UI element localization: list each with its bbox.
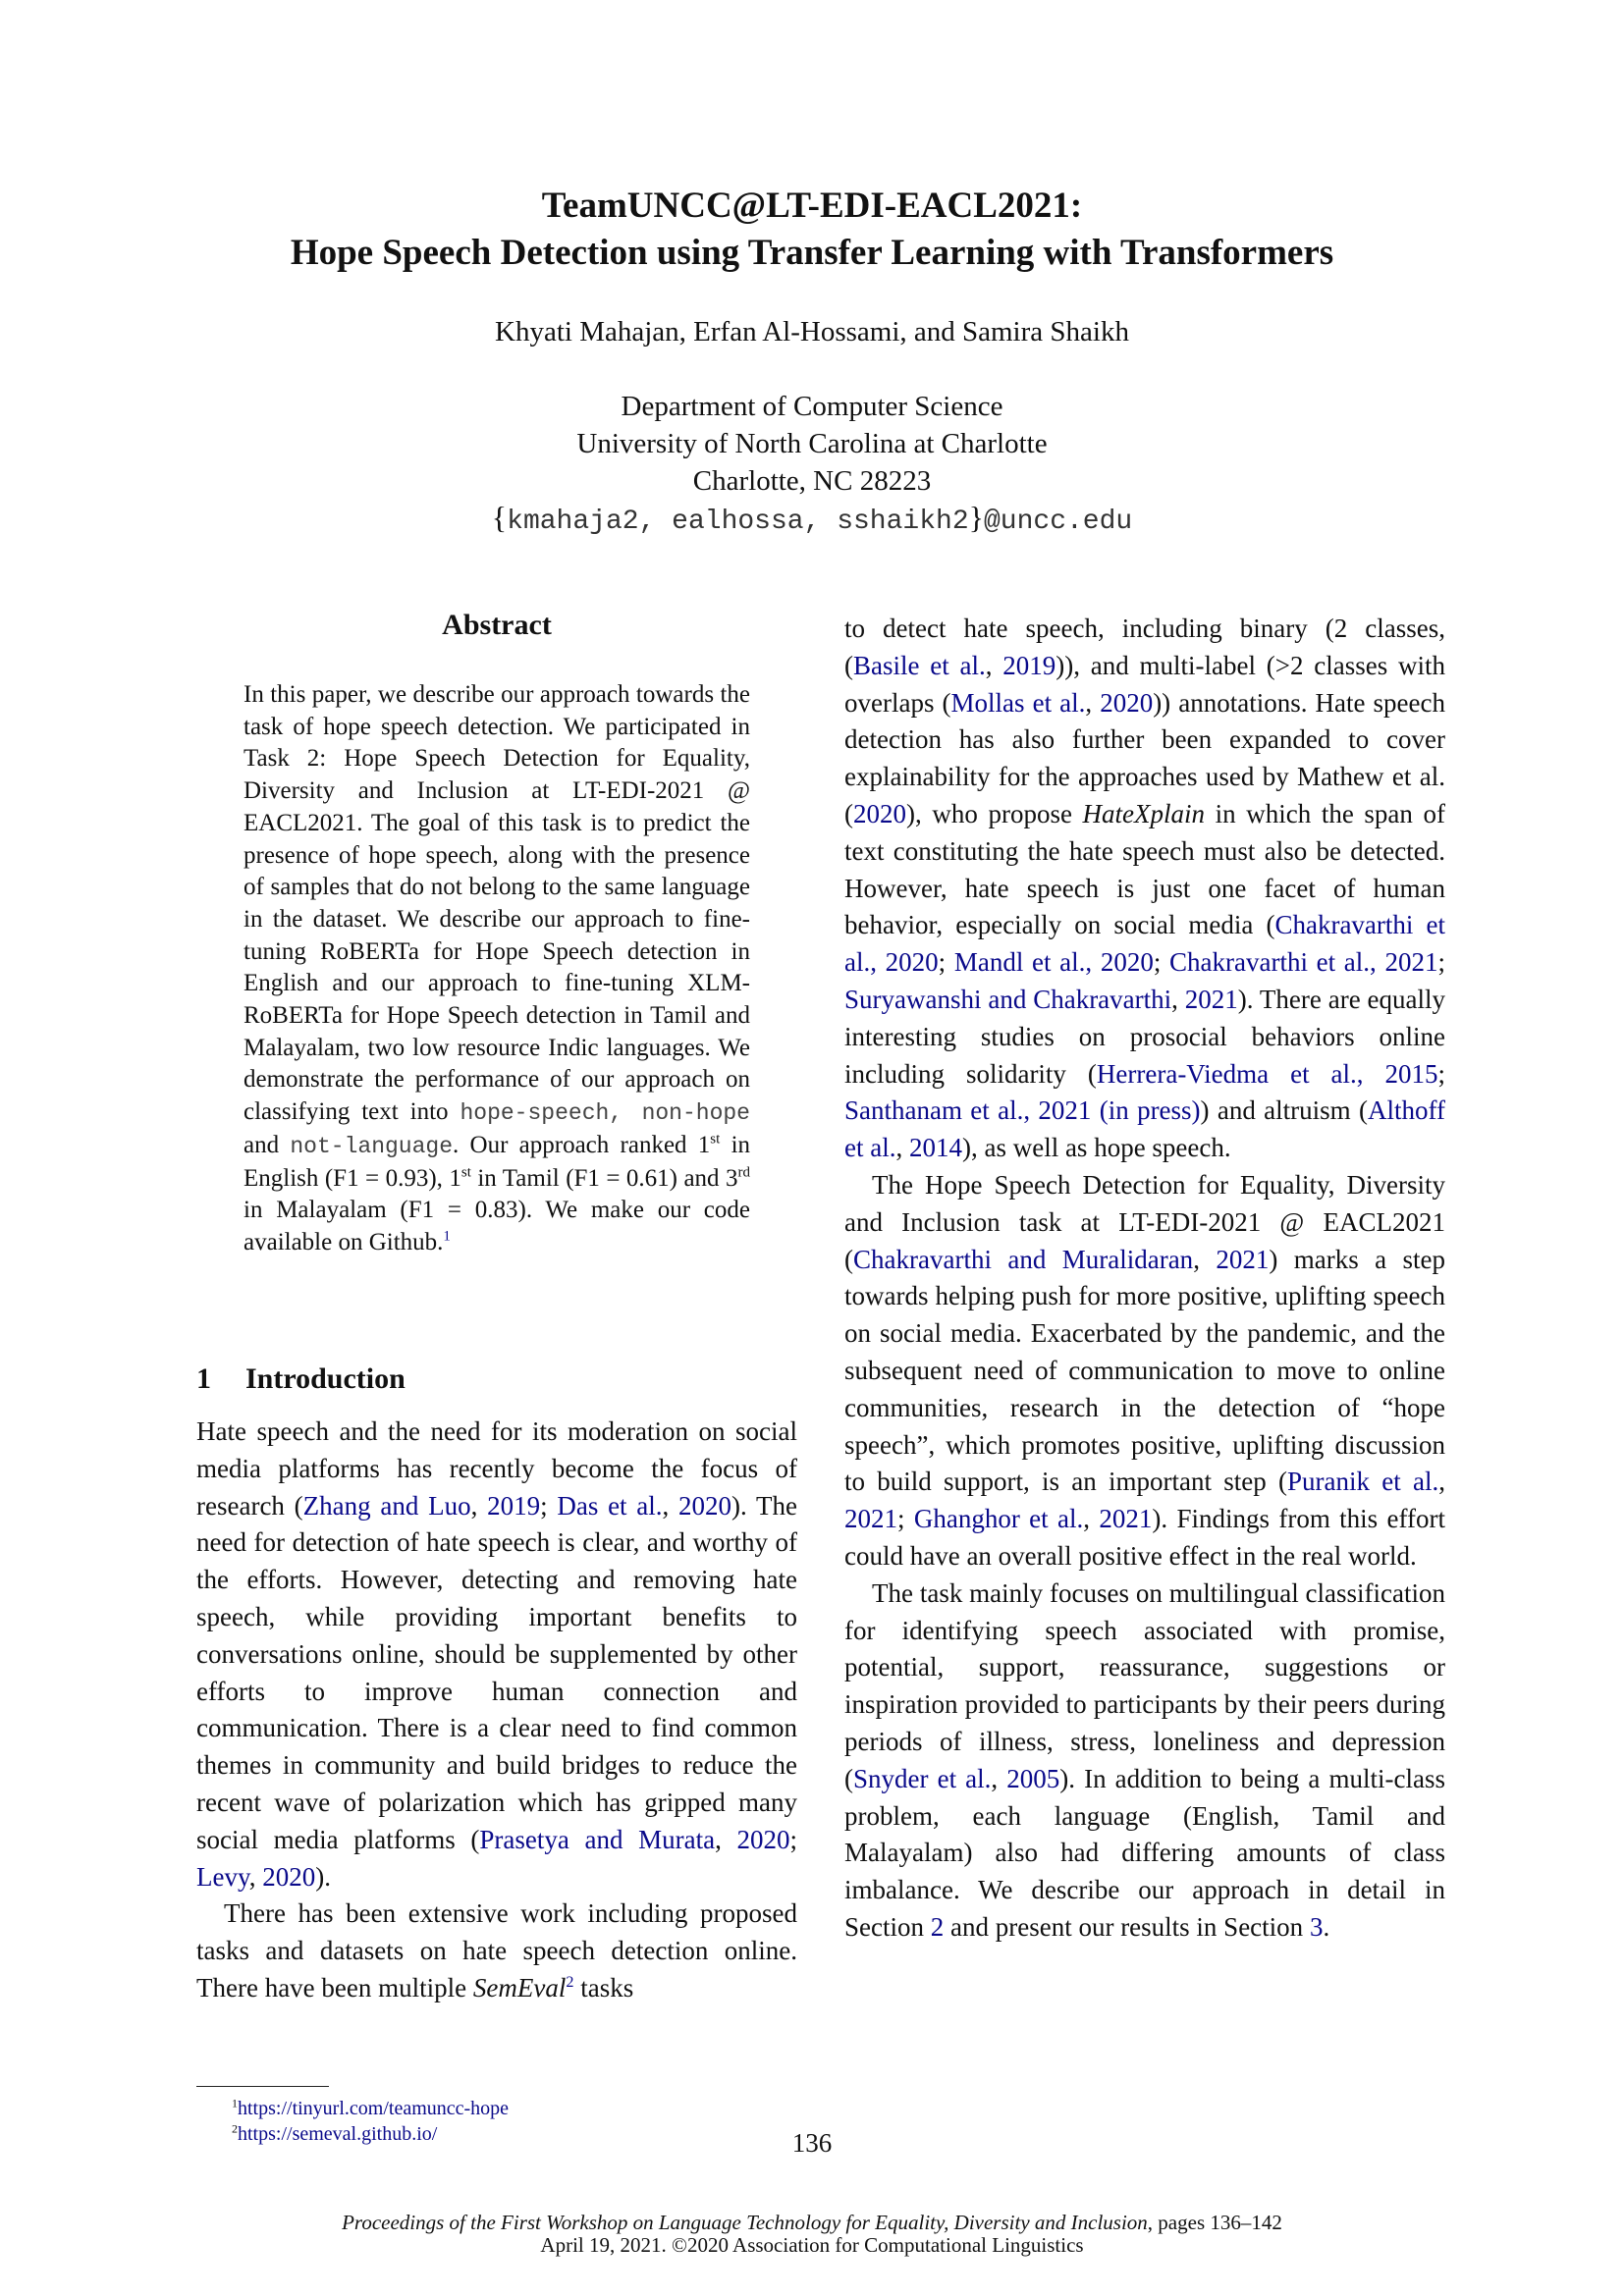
citation-link[interactable]: 2014 bbox=[908, 1133, 962, 1163]
citation-link[interactable]: Chakravarthi and Muralidaran bbox=[853, 1244, 1194, 1274]
text: The task mainly focuses on multilingual classification for identifying speech associated with promise, potential, support, reassurance, suggestions or inspiration provided to participants by their peers during periods of illness, stress, loneliness and depression ( bbox=[844, 1577, 1445, 1793]
citation-link[interactable]: 2020 bbox=[736, 1824, 790, 1854]
text: ). Findings from this effort could have an overall positive effect in the real world. bbox=[844, 1504, 1446, 1571]
introduction-left-column bbox=[196, 1414, 797, 2007]
citation-link[interactable]: Mollas et al. bbox=[950, 687, 1086, 718]
footnote-link[interactable]: https://tinyurl.com/teamuncc-hope bbox=[238, 2098, 510, 2119]
citation-link[interactable]: Snyder et al. bbox=[853, 1763, 992, 1793]
abstract-text: in Malayalam (F1 = 0.83). We make our code available on Github. bbox=[244, 1197, 750, 1255]
label-not-language: not-language bbox=[290, 1133, 454, 1159]
superscript: rd bbox=[737, 1164, 750, 1181]
superscript: st bbox=[710, 1131, 721, 1148]
abstract-text: In this paper, we describe our approach towards the task of hope speech detection. We participated in Task 2: Hope Speech Detection for Equality, Diversity and Inclusion at LT-EDI-2021 @ EACL2021. The goal of this task is to predict the presence of hope speech, along with the presence of samples that do not belong to the same language in the dataset. We describe our approach to fine-tuning RoBERTa for Hope Speech detection in English and our approach to fine-tuning XLM-RoBERTa for Hope Speech detection in Tamil and Malayalam, two low resource Indic languages. We demonstrate the performance of our approach on classifying text into bbox=[244, 681, 750, 1126]
right-column bbox=[844, 611, 1445, 1947]
citation-link[interactable]: Santhanam et al., 2021 (in press) bbox=[844, 1095, 1201, 1126]
text: There has been extensive work including proposed tasks and datasets on hate speech detection online. There have been multiple bbox=[196, 1898, 797, 2002]
citation-link[interactable]: Prasetya and Murata bbox=[479, 1824, 716, 1854]
paper-title-line1: TeamUNCC@LT-EDI-EACL2021: bbox=[541, 186, 1083, 226]
citation-link[interactable]: Puranik et al. bbox=[1287, 1467, 1439, 1497]
citation-link[interactable]: 2005 bbox=[1006, 1763, 1060, 1793]
text: ) and altruism ( bbox=[1200, 1095, 1368, 1126]
citation-link[interactable]: 2021 bbox=[1099, 1504, 1153, 1534]
citation-link[interactable]: Herrera-Viedma et al., 2015 bbox=[1096, 1058, 1438, 1089]
abstract-text: in English (F1 = 0.93), 1 bbox=[244, 1131, 751, 1192]
section-link[interactable]: 2 bbox=[930, 1911, 945, 1942]
abstract-and: and bbox=[244, 1131, 280, 1158]
citation-link[interactable]: 2019 bbox=[1002, 650, 1056, 680]
section-number: 1 bbox=[196, 1362, 211, 1395]
label-hope-speech: hope-speech, non-hope bbox=[460, 1100, 750, 1127]
paragraph: The task mainly focuses on multilingual classification for identifying speech associated with promise, potential, support, reassurance, suggestions or inspiration provided to participants by their peers during periods of illness, stress, loneliness and depression (Snyder et al., 2005). In addition to being a multi-class problem, each language (English, Tamil and Malayalam) also had differing amounts of class imbalance. We describe our approach in detail in Section 2 and present our results in Section 3. bbox=[844, 1577, 1445, 1942]
citation-link[interactable]: 2021 bbox=[1184, 984, 1238, 1014]
footnote-ref-2[interactable]: 2 bbox=[566, 1972, 574, 1991]
proceedings-venue: Proceedings of the First Workshop on Language Technology for Equality, Diversity and Inclusion bbox=[342, 2211, 1148, 2234]
text: to detect hate speech, including binary (2 classes, ( bbox=[844, 614, 1445, 680]
text: Hate speech and the need for its moderation on social media platforms has recently become the focus of research ( bbox=[196, 1416, 797, 1521]
citation-link[interactable]: Zhang and Luo bbox=[302, 1490, 471, 1521]
citation-link[interactable]: 2019 bbox=[487, 1490, 541, 1521]
text: ). The need for detection of hate speech is clear, and worthy of the efforts. However, detecting and removing hate speech, while providing important benefits to conversations online, should be supplemented by other efforts to improve human connection and communication. There is a clear need to find common themes in community and build bridges to reduce the recent wave of polarization which has gripped many social media platforms ( bbox=[196, 1490, 798, 1854]
citation-link[interactable]: 2020 bbox=[853, 798, 906, 828]
citation-link[interactable]: 2020 bbox=[1100, 687, 1154, 718]
page-number: 136 bbox=[791, 2128, 833, 2158]
citation-link[interactable]: Levy bbox=[196, 1861, 249, 1892]
footnote-link[interactable]: https://semeval.github.io/ bbox=[238, 2123, 438, 2145]
abstract-body bbox=[244, 679, 750, 1259]
abstract-heading: Abstract bbox=[442, 609, 552, 641]
text: ), who propose bbox=[906, 798, 1083, 828]
citation-link[interactable]: Suryawanshi and Chakravarthi bbox=[844, 984, 1172, 1014]
email-domain: @uncc.edu bbox=[983, 507, 1133, 537]
paragraph: to detect hate speech, including binary (2 classes, (Basile et al., 2019)), and multi-label (>2 classes with overlaps (Mollas et al., 2020)) annotations. Hate speech detection has also further been expanded to cover explainability for the approaches used by Mathew et al. (2020), who propose HateXplain in which the span of text constituting the hate speech must also be detected. However, hate speech is just one facet of human behavior, especially on social media (Chakravarthi et al., 2020; Mandl et al., 2020; Chakravarthi et al., 2021; Suryawanshi and Chakravarthi, 2021). There are equally interesting studies on prosocial behaviors online including solidarity (Herrera-Viedma et al., 2015; Santhanam et al., 2021 (in press)) and altruism (Althoff et al., 2014), as well as hope speech. bbox=[844, 614, 1446, 1163]
footnote-divider bbox=[196, 2086, 329, 2087]
citation-link[interactable]: Mandl et al., 2020 bbox=[953, 947, 1154, 978]
citation-link[interactable]: 2021 bbox=[1216, 1244, 1270, 1274]
text: ) marks a step towards helping push for more positive, uplifting speech on social media. Exacerbated by the pandemic, and the subsequent need of communication to move to online communities, research in the detection of “hope speech”, which promotes positive, uplifting discussion to build support, is an important step ( bbox=[844, 1244, 1446, 1497]
citation-link[interactable]: Althoff et al. bbox=[844, 1095, 1445, 1163]
affiliation-department: Department of Computer Science bbox=[621, 391, 1003, 422]
citation-link[interactable]: Chakravarthi et al., 2020 bbox=[844, 910, 1445, 978]
footnote-1 bbox=[232, 2096, 509, 2121]
citation-link[interactable]: Chakravarthi et al., 2021 bbox=[1169, 947, 1438, 978]
footnote-ref-1[interactable]: 1 bbox=[443, 1228, 451, 1245]
hatexplain-term: HateXplain bbox=[1082, 798, 1206, 828]
authors: Khyati Mahajan, Erfan Al-Hossami, and Samira Shaikh bbox=[495, 316, 1129, 347]
section-heading-introduction bbox=[196, 1362, 406, 1396]
paragraph: Hate speech and the need for its moderation on social media platforms has recently become the focus of research (Zhang and Luo, 2019; Das et al., 2020). The need for detection of hate speech is clear, and worthy of the efforts. However, detecting and removing hate speech, while providing important benefits to conversations online, should be supplemented by other efforts to improve human connection and communication. There is a clear need to find common themes in community and build bridges to reduce the recent wave of polarization which has gripped many social media platforms (Prasetya and Murata, 2020; Levy, 2020). bbox=[196, 1416, 798, 1892]
citation-link[interactable]: 2020 bbox=[678, 1490, 732, 1521]
paper-title-line2: Hope Speech Detection using Transfer Learning with Transformers bbox=[290, 233, 1334, 273]
affiliation-university: University of North Carolina at Charlotte bbox=[576, 428, 1048, 459]
text: ). In addition to being a multi-class problem, each language (English, Tamil and Malayalam) also had differing amounts of class imbalance. We describe our approach in detail in Section bbox=[844, 1763, 1445, 1942]
citation-link[interactable]: Das et al. bbox=[557, 1490, 663, 1521]
proceedings-line1 bbox=[0, 2212, 1624, 2234]
superscript: st bbox=[460, 1164, 471, 1181]
citation-link[interactable]: Ghanghor et al. bbox=[913, 1504, 1084, 1534]
proceedings-pages: , pages 136–142 bbox=[1147, 2211, 1282, 2234]
proceedings-footer bbox=[0, 2212, 1624, 2257]
abstract-text: . Our approach ranked 1 bbox=[453, 1131, 711, 1158]
footnote-number: 2 bbox=[232, 2121, 238, 2136]
text: )) annotations. Hate speech detection has also further been expanded to cover explainability for the approaches used by Mathew et al. ( bbox=[844, 687, 1446, 828]
semeval-term: SemEval bbox=[472, 1972, 567, 2002]
affiliation-location: Charlotte, NC 28223 bbox=[692, 465, 932, 497]
citation-link[interactable]: 2020 bbox=[262, 1861, 316, 1892]
text: ). bbox=[315, 1861, 331, 1892]
text: ), as well as hope speech. bbox=[961, 1133, 1231, 1163]
text: )), and multi-label (>2 classes with overlaps ( bbox=[844, 650, 1445, 718]
abstract-text: in Tamil (F1 = 0.61) and 3 bbox=[470, 1164, 738, 1192]
text: in which the span of text constituting the hate speech must also be detected. However, hate speech is just one facet of human behavior, especially on social media ( bbox=[844, 798, 1446, 940]
author-emails: {kmahaja2, ealhossa, sshaikh2}@uncc.edu bbox=[491, 500, 1133, 537]
text: and present our results in Section bbox=[944, 1911, 1310, 1942]
section-title: Introduction bbox=[245, 1362, 406, 1395]
citation-link[interactable]: 2021 bbox=[844, 1504, 897, 1534]
section-link[interactable]: 3 bbox=[1309, 1911, 1324, 1942]
proceedings-line2: April 19, 2021. ©2020 Association for Computational Linguistics bbox=[540, 2233, 1084, 2257]
footnote-number: 1 bbox=[232, 2096, 238, 2110]
paragraph: The Hope Speech Detection for Equality, Diversity and Inclusion task at LT-EDI-2021 @ EACL2021 (Chakravarthi and Muralidaran, 2021) marks a step towards helping push for more positive, uplifting speech on social media. Exacerbated by the pandemic, and the subsequent need of communication to move to online communities, research in the detection of “hope speech”, which promotes positive, uplifting discussion to build support, is an important step (Puranik et al., 2021; Ghanghor et al., 2021). Findings from this effort could have an overall positive effect in the real world. bbox=[844, 1169, 1446, 1571]
text: tasks bbox=[573, 1972, 634, 2002]
paragraph bbox=[196, 1896, 797, 2006]
text: ). There are equally interesting studies on prosocial behaviors online including solidarity ( bbox=[844, 984, 1446, 1089]
text: The Hope Speech Detection for Equality, Diversity and Inclusion task at LT-EDI-2021 @ EACL2021 ( bbox=[844, 1169, 1445, 1274]
text: . bbox=[1323, 1911, 1330, 1942]
citation-link[interactable]: Basile et al. bbox=[853, 650, 986, 680]
email-users: kmahaja2, ealhossa, sshaikh2 bbox=[507, 507, 969, 537]
